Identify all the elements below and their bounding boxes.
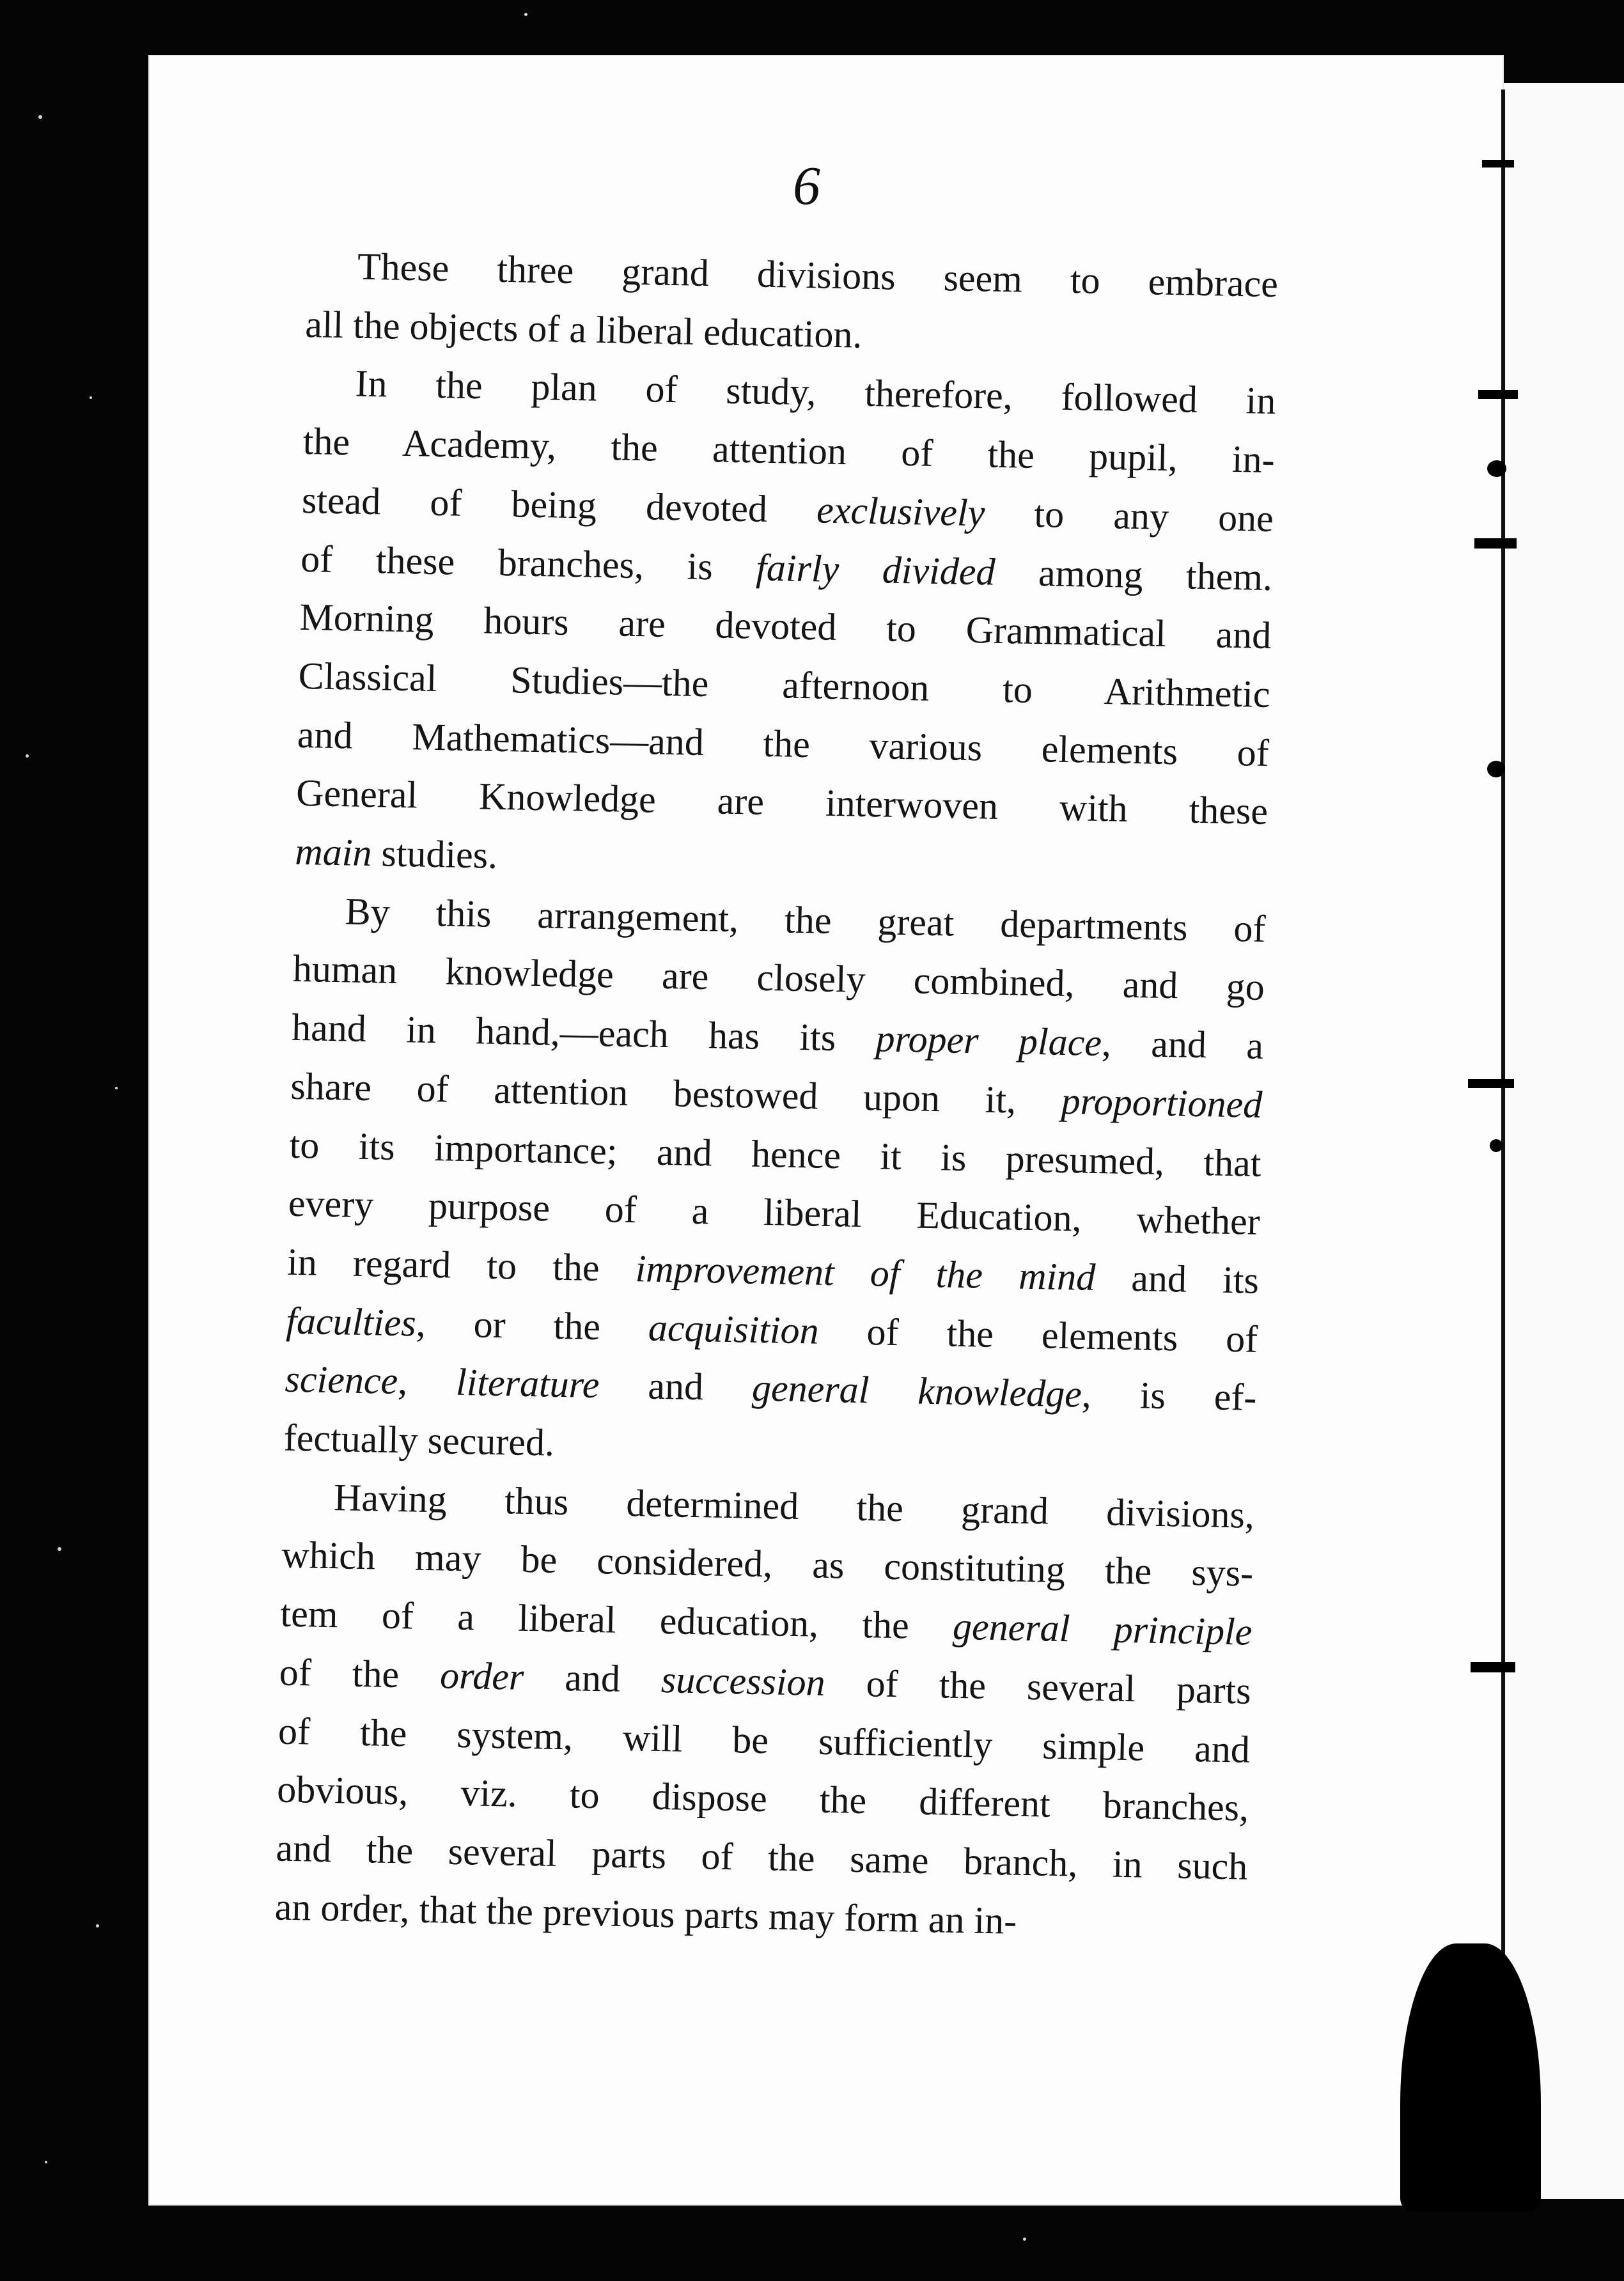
text-segment: of the (279, 1651, 441, 1697)
italic-text: proportioned (1061, 1079, 1263, 1126)
text-segment: , or the (416, 1302, 649, 1349)
spine-mark (1471, 1662, 1515, 1672)
italic-text: literature (455, 1361, 600, 1406)
text-segment: all the objects of a liberal education. (304, 302, 863, 356)
ink-blot (1400, 1943, 1541, 2212)
spine-mark (1487, 460, 1506, 477)
text-segment: , is ef- (1081, 1373, 1258, 1419)
scan-speck (1023, 2238, 1026, 2241)
italic-text: general knowledge (751, 1367, 1082, 1415)
text-segment: and (523, 1655, 662, 1701)
text-segment: studies. (371, 832, 498, 876)
scan-speck (96, 1924, 99, 1927)
spine-mark (1478, 390, 1518, 399)
text-segment: and (598, 1364, 753, 1410)
scan-speck (38, 115, 42, 119)
italic-text: general principle (952, 1605, 1253, 1653)
text-segment: By this arrangement, the great departments of (345, 890, 1267, 950)
scan-speck (26, 754, 29, 758)
text-segment: Having thus determined the grand divisions, (333, 1475, 1255, 1536)
text-segment: of these branches, is (300, 537, 756, 589)
text-segment: These three grand divisions seem to embrace (357, 245, 1279, 306)
scan-speck (45, 2161, 47, 2163)
text-segment: tem of a liberal education, the (280, 1592, 953, 1647)
adjacent-page-edge (1504, 83, 1624, 2199)
text-segment: In the plan of study, therefore, followed in (354, 362, 1276, 423)
text-segment: , (397, 1360, 457, 1404)
italic-text: faculties (285, 1299, 417, 1344)
text-segment: fectually secured. (283, 1416, 555, 1464)
italic-text: succession (660, 1658, 826, 1704)
spine-mark (1468, 1079, 1514, 1088)
text-segment: to any one (984, 492, 1274, 540)
italic-text: science (285, 1358, 398, 1403)
text-segment: General Knowledge are interwoven with these (295, 772, 1269, 833)
text-segment: , and a (1101, 1022, 1264, 1068)
italic-text: improvement of the mind (635, 1247, 1096, 1298)
italic-text: fairly divided (755, 546, 996, 593)
scan-speck (524, 13, 527, 16)
text-segment: among them. (994, 550, 1273, 598)
italic-text: proper place (875, 1017, 1102, 1064)
text-segment: every purpose of a liberal Education, whether (288, 1181, 1261, 1243)
italic-text: exclusively (816, 488, 985, 534)
italic-text: order (439, 1654, 524, 1698)
scan-speck (90, 396, 92, 399)
text-segment: stead of being devoted (301, 478, 817, 531)
spine-mark (1474, 538, 1517, 549)
text-segment: and Mathematics—and the various elements of (297, 713, 1270, 774)
text-segment: hand in hand,—each has its (291, 1006, 877, 1060)
text-segment: and its (1095, 1256, 1260, 1302)
body-text (274, 237, 1279, 1955)
text-segment: of the system, will be sufficiently simple and (277, 1709, 1251, 1771)
text-segment: which may be considered, as constituting the sys- (281, 1534, 1254, 1595)
text-segment: in regard to the (286, 1240, 636, 1290)
text-segment: of the elements of (818, 1309, 1258, 1360)
text-segment: the Academy, the attention of the pupil, in- (302, 420, 1276, 481)
spine-mark (1487, 761, 1505, 777)
text-segment: human knowledge are closely combined, and go (292, 947, 1265, 1009)
scan-speck (115, 1087, 118, 1089)
page-fold-line (1501, 90, 1505, 2167)
text-segment: and the several parts of the same branch, in such (275, 1826, 1248, 1888)
text-segment: to its importance; and hence it is presumed, that (289, 1123, 1262, 1185)
spine-mark (1482, 160, 1514, 167)
italic-text: main (294, 830, 373, 875)
text-segment: Morning hours are devoted to Grammatical and (299, 596, 1272, 657)
page-number: 6 (793, 155, 820, 216)
italic-text: acquisition (648, 1306, 820, 1352)
scan-speck (58, 1547, 61, 1551)
text-segment: Classical Studies—the afternoon to Arithmetic (298, 654, 1271, 715)
text-segment: an order, that the previous parts may form an in- (274, 1885, 1017, 1942)
text-segment: of the several parts (825, 1661, 1252, 1712)
spine-mark (1490, 1139, 1503, 1152)
text-segment: share of attention bestowed upon it, (290, 1064, 1062, 1122)
text-segment: obvious, viz. to dispose the different branches, (276, 1768, 1249, 1830)
